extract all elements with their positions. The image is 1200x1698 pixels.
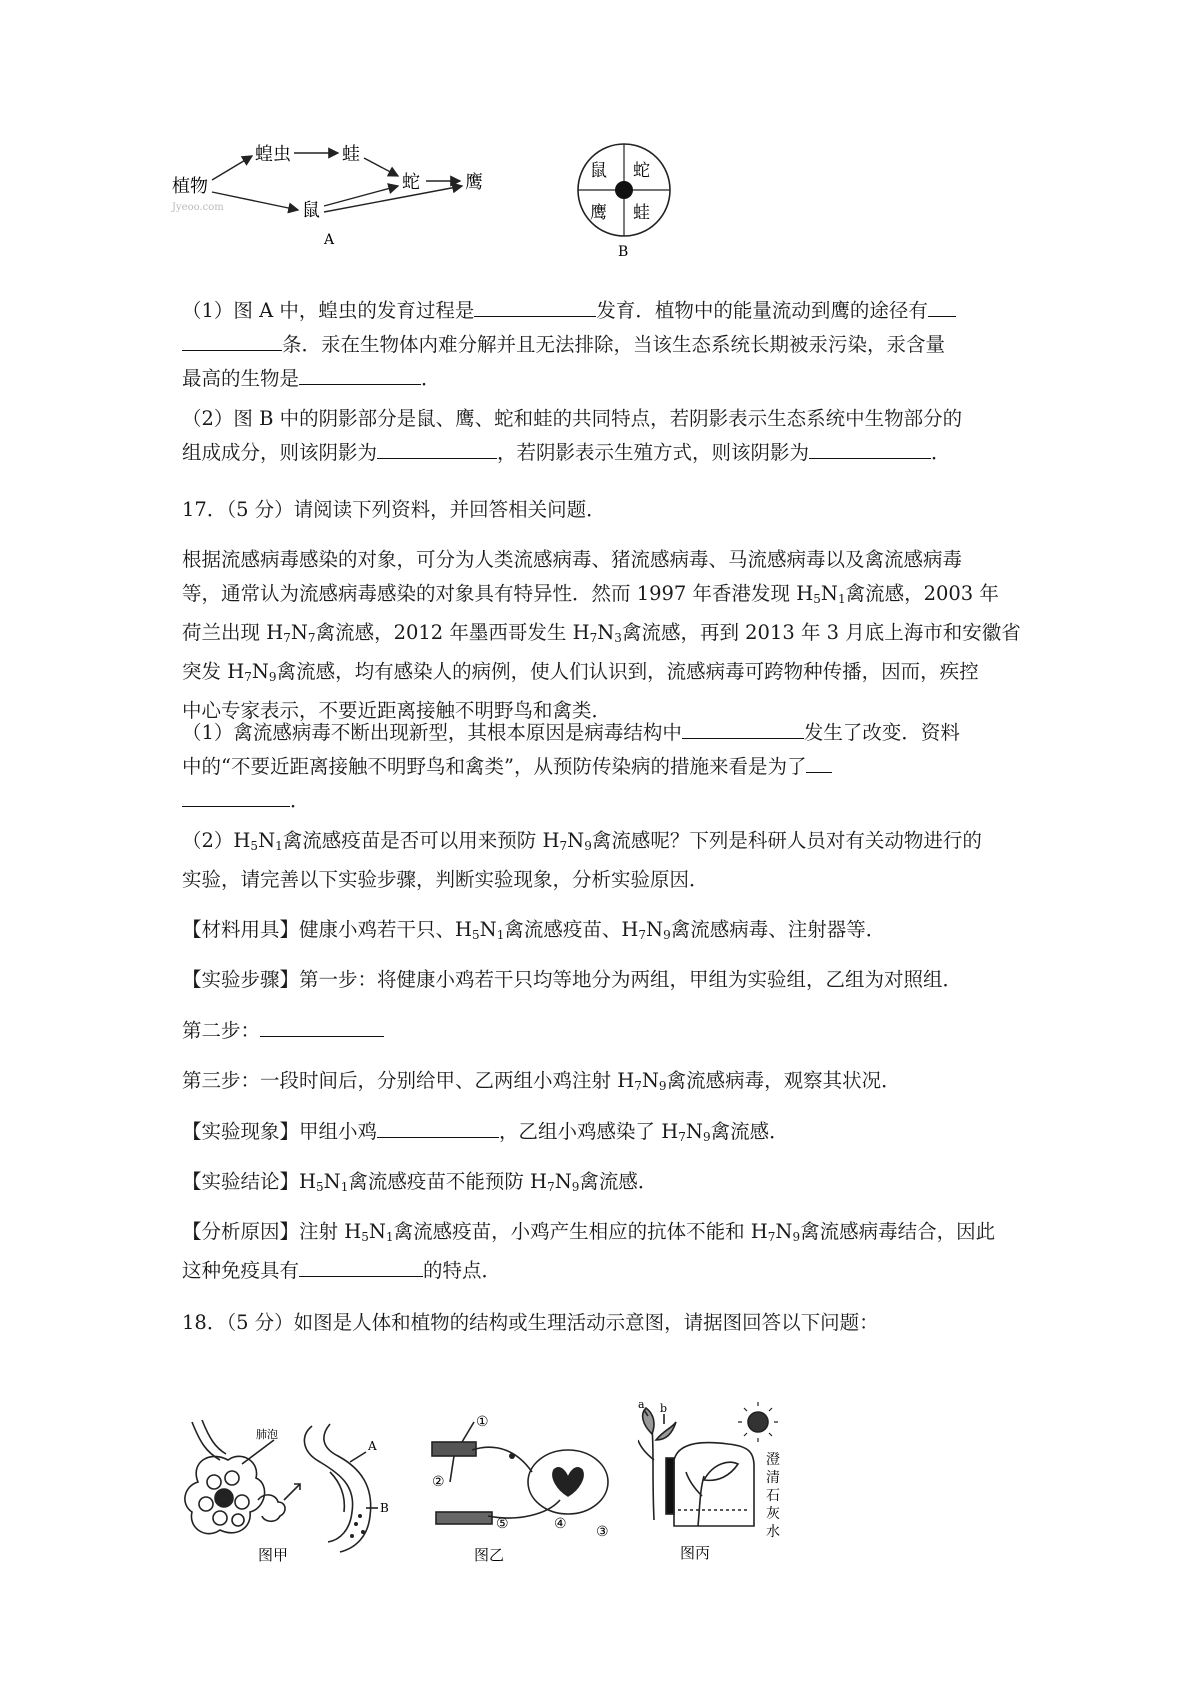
black-screen: [666, 1458, 674, 1514]
q17-analysis: [182, 1215, 1030, 1288]
n-letter: N: [258, 829, 276, 852]
figure-jia-caption: 图甲: [258, 1546, 289, 1562]
phenomenon-text: 禽流感．: [710, 1120, 789, 1143]
figure-b-caption: B: [618, 244, 629, 260]
arrow-mouse-eagle: [324, 186, 462, 212]
zoom-arrow: [284, 1484, 300, 1500]
phenomenon-text: ，乙组小鸡感染了 H: [499, 1120, 679, 1143]
leaf-b: [656, 1422, 676, 1440]
figure-jia: [180, 1412, 410, 1562]
sub: 7: [634, 1079, 642, 1093]
answer-blank[interactable]: [377, 1115, 499, 1138]
node-snake: 蛇: [402, 172, 420, 193]
sub: 7: [767, 1230, 776, 1244]
conclusion-text: 禽流感．: [579, 1170, 658, 1193]
q17-phenomenon: [182, 1115, 1030, 1154]
conclusion-text: 【实验结论】H: [182, 1170, 317, 1193]
food-web-figure: [170, 140, 500, 260]
watermark: Jyeoo.com: [172, 202, 224, 213]
label-a-small: a: [638, 1400, 645, 1411]
answer-blank[interactable]: [182, 328, 282, 351]
step3-text: 第三步：一段时间后，分别给甲、乙两组小鸡注射 H: [182, 1069, 635, 1092]
conclusion-text: 禽流感疫苗不能预防 H: [348, 1170, 548, 1193]
q16-p2-text-d: ．: [931, 441, 951, 464]
cell-frog: 蛙: [633, 203, 650, 223]
materials-text: 【材料用具】健康小鸡若干只、H: [182, 918, 473, 941]
limewater-label: [766, 1452, 780, 1540]
n-letter: N: [646, 918, 664, 941]
n-letter: N: [368, 1220, 386, 1243]
cloud-link: [258, 1495, 285, 1521]
q17-sub2: [182, 824, 1030, 897]
label-a: A: [368, 1439, 377, 1453]
sub: 9: [702, 1130, 711, 1144]
n-letter: N: [567, 829, 585, 852]
n-letter: N: [597, 621, 615, 644]
node-frog: 蛙: [342, 144, 360, 165]
sun-icon: [748, 1412, 768, 1432]
q16-p1-text-e: ．: [421, 367, 441, 390]
q17-step1: 【实验步骤】第一步：将健康小鸡若干只均等地分为两组，甲组为实验组，乙组为对照组．: [182, 968, 963, 991]
answer-blank[interactable]: [377, 436, 497, 459]
figure-yi-caption: 图乙: [474, 1546, 505, 1562]
analysis-text: 的特点．: [423, 1259, 502, 1282]
q16-p1-text-c: 条．汞在生物体内难分解并且无法排除，当该生态系统长期被汞污染，汞含量: [282, 333, 946, 356]
step3-text: 禽流感病毒，观察其状况．: [666, 1069, 901, 1092]
figure-bing-caption: 图丙: [680, 1544, 711, 1562]
sub: 7: [678, 1130, 686, 1144]
arrow-frog-snake: [364, 158, 398, 176]
arrow-mouse-snake: [324, 186, 398, 206]
node-mouse: 鼠: [302, 200, 320, 221]
q17-title: 17．（5 分）请阅读下列资料，并回答相关问题．: [182, 498, 606, 521]
node-plant: 植物: [172, 176, 208, 197]
q16-p2-text-b: 组成成分，则该阴影为: [182, 441, 378, 464]
q17-s2-c: 禽流感呢？下列是科研人员对有关动物进行的: [591, 829, 982, 852]
sub: 3: [614, 631, 622, 645]
material-line-1: 根据流感病毒感染的对象，可分为人类流感病毒、猪流感病毒、马流感病毒以及禽流感病毒: [182, 548, 963, 571]
material-line-2b: 禽流感，2003 年: [845, 582, 999, 605]
answer-blank[interactable]: [809, 436, 931, 459]
n-letter: N: [251, 660, 269, 683]
n-letter: N: [641, 1069, 659, 1092]
gray-matter: [553, 1468, 583, 1496]
sub: 1: [385, 1230, 394, 1244]
answer-blank[interactable]: [299, 362, 421, 385]
q17-s1-a: （1）禽流感病毒不断出现新型，其根本原因是病毒结构中: [182, 721, 682, 744]
sub: 5: [250, 839, 259, 853]
answer-blank[interactable]: [682, 716, 804, 739]
q17-s1-c: 中的“不要近距离接触不明野鸟和禽类”，从预防传染病的措施来看是为了: [182, 755, 807, 778]
sub: 7: [283, 631, 291, 645]
node-eagle: 鹰: [465, 172, 483, 193]
q16-p1-text-a: （1）图 A 中，蝗虫的发育过程是: [182, 299, 475, 322]
label-b-small: b: [660, 1402, 668, 1415]
analysis-text: 禽流感疫苗，小鸡产生相应的抗体不能和 H: [393, 1220, 768, 1243]
sub: 5: [472, 928, 480, 942]
q16-p1-text-d: 最高的生物是: [182, 367, 300, 390]
answer-blank[interactable]: [260, 1014, 384, 1037]
material-line-2a: 等，通常认为流感病毒感染的对象具有特异性．然而 1997 年香港发现 H: [182, 582, 814, 605]
bell-jar: [674, 1443, 754, 1526]
sub: 7: [244, 670, 252, 684]
n-letter: N: [820, 582, 838, 605]
arrow-plant-locust: [212, 156, 252, 180]
label-b: B: [380, 1501, 389, 1515]
q17-step3: [182, 1064, 1030, 1103]
circled-2: ②: [432, 1474, 445, 1490]
cell-eagle: 鹰: [590, 203, 607, 223]
analysis-text: 禽流感病毒结合，因此: [800, 1220, 996, 1243]
sub: 1: [496, 928, 505, 942]
sub: 1: [275, 839, 283, 853]
n-letter: N: [323, 1170, 341, 1193]
sub: 1: [837, 592, 846, 606]
n-letter: N: [479, 918, 497, 941]
circled-5: ⑤: [496, 1516, 509, 1532]
sub: 9: [268, 670, 277, 684]
q16-part1: [182, 294, 1030, 396]
limewater-char: 灰: [766, 1506, 780, 1522]
material-line-4b: 禽流感，均有感染人的病例，使人们认识到，流感病毒可跨物种传播，因而，疾控: [276, 660, 979, 683]
material-line-3c: 禽流感，再到 2013 年 3 月底上海市和安徽省: [621, 621, 1021, 644]
arrow-plant-mouse: [212, 192, 298, 210]
afferent-nerve: [472, 1447, 532, 1472]
q18-title: 18．（5 分）如图是人体和植物的结构或生理活动示意图，请据图回答以下问题：: [182, 1311, 879, 1334]
receptor-skin: [432, 1442, 476, 1456]
sub: 9: [658, 1079, 667, 1093]
step2-label: 第二步：: [182, 1019, 261, 1042]
q17-s2-a: （2）H: [182, 829, 251, 852]
limewater-char: 水: [766, 1524, 780, 1540]
figure-yi: [428, 1412, 628, 1562]
material-line-4a: 突发 H: [182, 660, 245, 683]
materials-text: 禽流感疫苗、H: [504, 918, 639, 941]
sub: 5: [813, 592, 821, 606]
alveoli-label: 肺泡: [256, 1428, 278, 1441]
q16-p1-text-b: 发育．植物中的能量流动到鹰的途径有: [596, 299, 928, 322]
analysis-text: 【分析原因】注射 H: [182, 1220, 362, 1243]
material-line-5: 中心专家表示，不要近距离接触不明野鸟和禽类．: [182, 699, 612, 722]
sub: 9: [792, 1230, 801, 1244]
q16-p2-text-a: （2）图 B 中的阴影部分是鼠、鹰、蛇和蛙的共同特点，若阴影表示生态系统中生物部分的: [182, 407, 963, 430]
sub: 9: [584, 839, 592, 853]
figure-a-caption: A: [324, 232, 335, 248]
shaded-center: [615, 181, 633, 199]
node-locust: 蝗虫: [255, 144, 291, 165]
materials-text: 禽流感病毒、注射器等．: [670, 918, 886, 941]
sub: 7: [638, 928, 647, 942]
circled-1: ①: [476, 1414, 489, 1430]
q17-step2: [182, 1014, 1030, 1048]
bronchus: [192, 1420, 226, 1460]
sub: 7: [559, 839, 568, 853]
n-letter: N: [775, 1220, 793, 1243]
answer-blank[interactable]: [474, 294, 596, 317]
sub: 7: [547, 1180, 555, 1194]
material-line-3b: 禽流感，2012 年墨西哥发生 H: [315, 621, 590, 644]
q17-s1-d: ．: [290, 789, 310, 812]
answer-blank[interactable]: [928, 294, 956, 317]
cell-snake: 蛇: [633, 161, 650, 181]
answer-blank[interactable]: [806, 750, 832, 773]
sub: 1: [340, 1180, 349, 1194]
effector-muscle: [436, 1512, 492, 1524]
circled-4: ④: [554, 1516, 567, 1532]
figure-bing: [638, 1400, 808, 1562]
q16-part2: [182, 402, 1030, 470]
q17-conclusion: [182, 1165, 1030, 1204]
q17-s2-b: 禽流感疫苗是否可以用来预防 H: [282, 829, 560, 852]
q17-s2-d: 实验，请完善以下实验步骤，判断实验现象，分析实验原因．: [182, 868, 709, 891]
plant-stem: [652, 1428, 654, 1520]
circle-figure: [570, 140, 680, 260]
n-letter: N: [685, 1120, 703, 1143]
sub: 5: [361, 1230, 369, 1244]
q16-p2-text-c: ，若阴影表示生殖方式，则该阴影为: [497, 441, 810, 464]
limewater-char: 澄: [766, 1452, 780, 1468]
sub: 9: [571, 1180, 580, 1194]
material-line-3a: 荷兰出现 H: [182, 621, 284, 644]
limewater-char: 清: [766, 1470, 780, 1486]
n-letter: N: [554, 1170, 572, 1193]
cell-mouse: 鼠: [590, 161, 607, 181]
sub: 9: [663, 928, 671, 942]
q17-materials: [182, 913, 1030, 952]
n-letter: N: [290, 621, 308, 644]
capillary-cross-section: [304, 1424, 370, 1552]
sub: 7: [307, 631, 316, 645]
analysis-text: 这种免疫具有: [182, 1259, 300, 1282]
q17-sub1: [182, 716, 1030, 818]
phenomenon-text: 【实验现象】甲组小鸡: [182, 1120, 378, 1143]
circled-3: ③: [596, 1524, 609, 1540]
q17-s1-b: 发生了改变．资料: [803, 721, 960, 744]
sub: 5: [316, 1180, 324, 1194]
answer-blank[interactable]: [299, 1254, 423, 1277]
inner-plant: [686, 1462, 738, 1526]
answer-blank[interactable]: [182, 784, 290, 807]
limewater-char: 石: [766, 1488, 780, 1504]
sub: 7: [589, 631, 598, 645]
q17-material: [182, 543, 1030, 728]
